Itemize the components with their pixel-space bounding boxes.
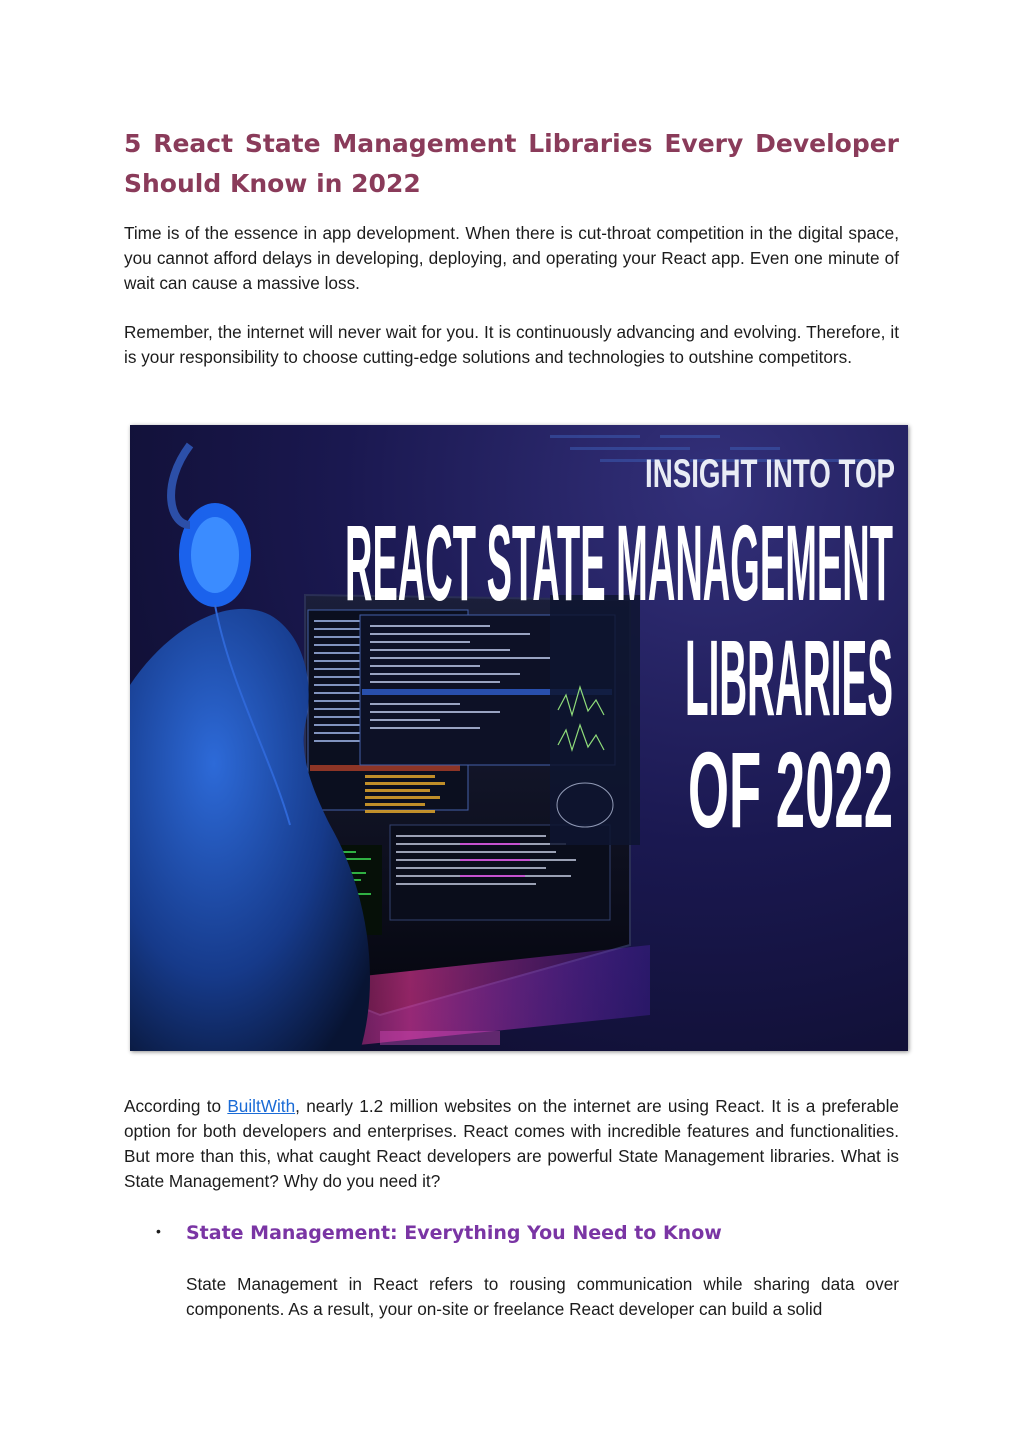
builtwith-paragraph — [124, 1094, 899, 1194]
hero-line-2: REACT STATE MANAGEMENT — [345, 502, 893, 623]
section-heading-row — [156, 1219, 899, 1249]
page-title: 5 React State Management Libraries Every Developer Should Know in 2022 — [124, 129, 899, 198]
hero-line-1: INSIGHT INTO TOP — [645, 452, 895, 496]
hero-image — [130, 425, 908, 1051]
hero-illustration — [130, 425, 908, 1051]
second-paragraph: Remember, the internet will never wait for you. It is continuously advancing and evolving. Therefore, it is your responsibility to choose cutting-edge solutions and technologies to outshine competitors. — [124, 322, 899, 367]
section-heading: State Management: Everything You Need to Know — [186, 1222, 722, 1244]
hero-line-3: LIBRARIES — [685, 617, 893, 738]
state-management-paragraph: State Management in React refers to rousing communication while sharing data over components. As a result, your on-site or freelance React developer can build a solid — [186, 1274, 899, 1319]
p3-after-text: , nearly 1.2 million websites on the internet are using React. It is a preferable option for both developers and enterprises. React comes with incredible features and functionalities. But more than this, what caught React developers are powerful State Management libraries. What is State Management? Why do you need it? — [124, 1096, 899, 1191]
intro-paragraph: Time is of the essence in app development. When there is cut-throat competition in the digital space, you cannot afford delays in developing, deploying, and operating your React app. Even one minute of wait can cause a massive loss. — [124, 223, 899, 293]
p3-before-text: According to — [124, 1096, 228, 1116]
bullet-dot: • — [156, 1223, 161, 1239]
builtwith-link[interactable]: BuiltWith — [227, 1096, 296, 1116]
hero-line-4: OF 2022 — [688, 729, 893, 850]
